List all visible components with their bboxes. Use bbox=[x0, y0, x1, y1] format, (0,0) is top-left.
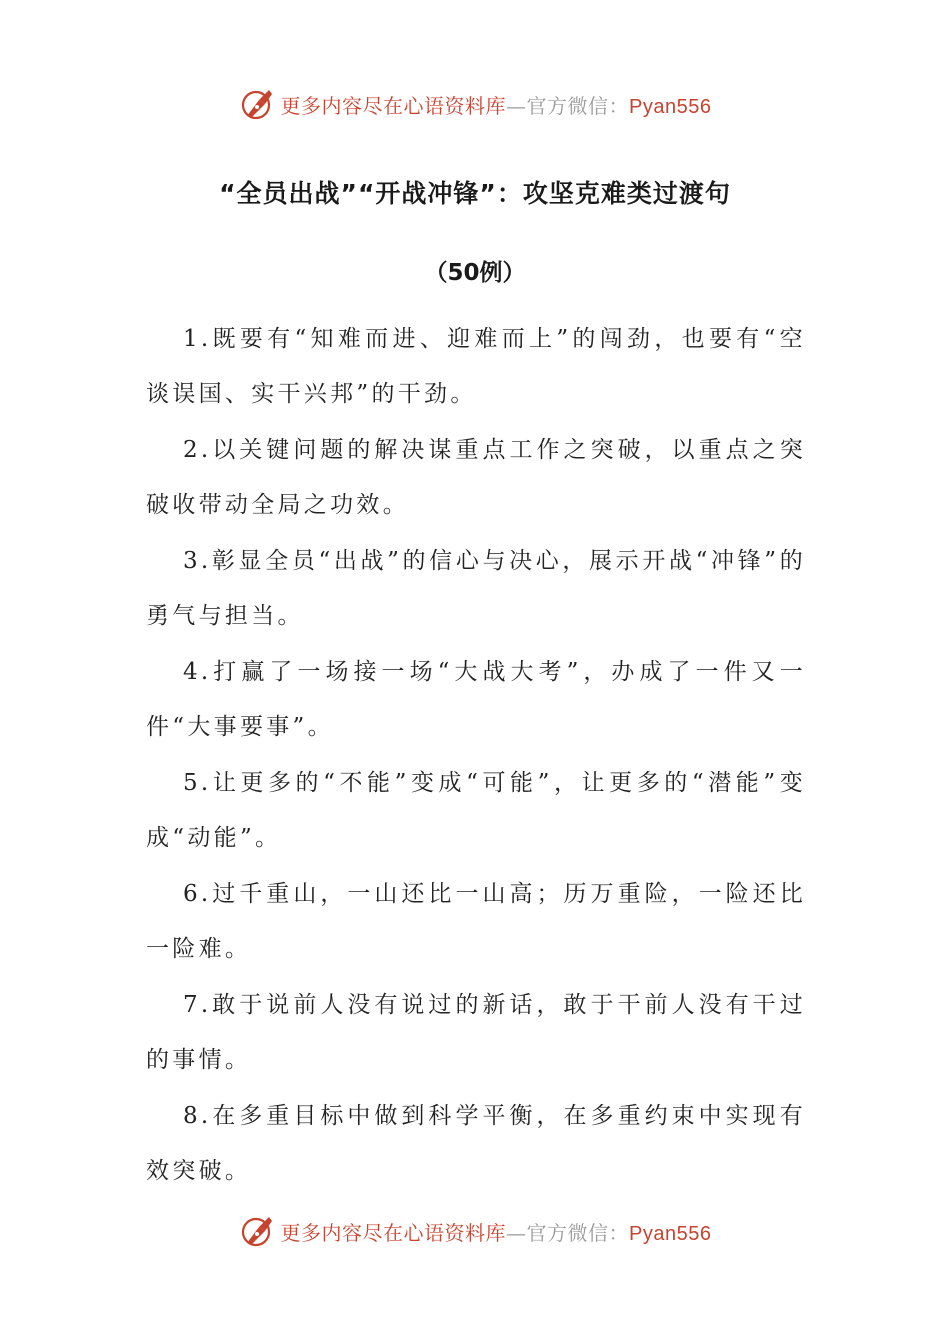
list-item: 4.打赢了一场接一场“大战大考”，办成了一件又一件“大事要事”。 bbox=[146, 659, 806, 740]
header-text bbox=[281, 90, 712, 119]
header-separator: —官方微信： bbox=[506, 93, 630, 118]
pen-nib-logo-icon bbox=[239, 1213, 275, 1249]
footer-banner bbox=[0, 1211, 950, 1251]
list-item: 1.既要有“知难而进、迎难而上”的闯劲，也要有“空谈误国、实干兴邦”的干劲。 bbox=[146, 326, 806, 407]
example-list bbox=[146, 312, 806, 1200]
pen-nib-logo-icon bbox=[239, 86, 275, 122]
header-wechat-id: Pyan556 bbox=[629, 95, 712, 118]
header-site-name: 更多内容尽在心语资料库 bbox=[280, 93, 507, 118]
document-subtitle: （50例） bbox=[424, 260, 526, 286]
list-item: 8.在多重目标中做到科学平衡，在多重约束中实现有效突破。 bbox=[146, 1103, 806, 1184]
header-banner bbox=[0, 84, 950, 124]
list-item: 7.敢于说前人没有说过的新话，敢于干前人没有干过的事情。 bbox=[146, 992, 806, 1073]
footer-wechat-id: Pyan556 bbox=[629, 1222, 712, 1245]
list-item: 3.彰显全员“出战”的信心与决心，展示开战“冲锋”的勇气与担当。 bbox=[146, 548, 806, 629]
list-item: 2.以关键问题的解决谋重点工作之突破，以重点之突破收带动全局之功效。 bbox=[146, 437, 806, 518]
footer-site-name: 更多内容尽在心语资料库 bbox=[280, 1220, 507, 1245]
footer-separator: —官方微信： bbox=[506, 1220, 630, 1245]
list-item: 6.过千重山，一山还比一山高；历万重险，一险还比一险难。 bbox=[146, 881, 806, 962]
list-item: 5.让更多的“不能”变成“可能”，让更多的“潜能”变成“动能”。 bbox=[146, 770, 806, 851]
document-title: “全员出战”“开战冲锋”：攻坚克难类过渡句 bbox=[219, 179, 731, 208]
footer-text bbox=[281, 1217, 712, 1246]
